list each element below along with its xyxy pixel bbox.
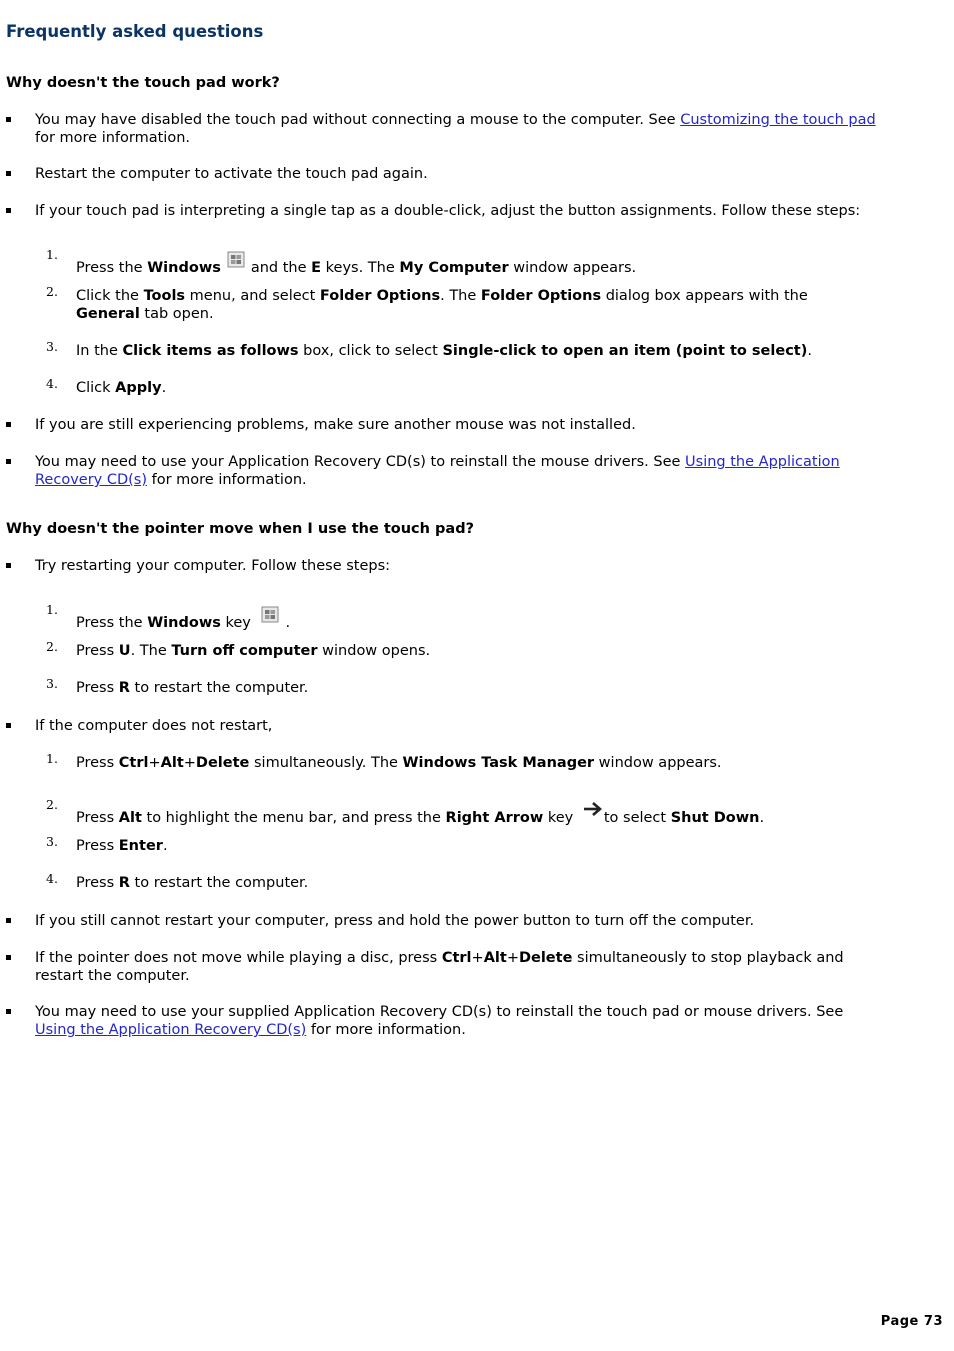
- link-application-recovery[interactable]: Recovery CD(s): [35, 472, 147, 488]
- bullet-text: Restart the computer to activate the touch pad again.: [35, 166, 428, 182]
- bullet-marker: [6, 459, 11, 464]
- step-number: 1.: [46, 247, 58, 262]
- bullet-text: If you still cannot restart your computer, press and hold the power button to turn off the computer.: [35, 913, 755, 929]
- step-text: Press the Windows and the E keys. The My Computer window appears.: [76, 250, 876, 277]
- windows-key-icon: [259, 605, 281, 625]
- link-application-recovery[interactable]: Using the Application Recovery CD(s): [35, 1022, 307, 1038]
- bullet-text: If your touch pad is interpreting a single tap as a double-click, adjust the button assignments. Follow these steps:: [35, 203, 861, 219]
- bullet-marker: [6, 955, 11, 960]
- bullet-marker: [6, 171, 11, 176]
- step-number: 2.: [46, 284, 58, 299]
- step-text: Press R to restart the computer.: [76, 680, 309, 696]
- bullet-text: You may need to use your supplied Application Recovery CD(s) to reinstall the touch pad or mouse drivers. See Using the Application Recovery CD(s) for more information.: [35, 1004, 844, 1038]
- bullet-text: You may need to use your Application Recovery CD(s) to reinstall the mouse drivers. See Using the Application Recovery CD(s) for more information.: [35, 454, 840, 488]
- bullet-marker: [6, 723, 11, 728]
- bullet-text: Try restarting your computer. Follow these steps:: [35, 558, 391, 574]
- bullet-text: If the pointer does not move while playing a disc, press Ctrl+Alt+Delete simultaneously to stop playback and restart the computer.: [35, 950, 844, 984]
- step-text: Press the Windows key .: [76, 605, 876, 632]
- page-number: Page 73: [880, 1314, 943, 1329]
- step-number: 1.: [46, 751, 58, 766]
- right-arrow-icon: [582, 800, 604, 818]
- link-customizing-touch-pad[interactable]: Customizing the touch pad: [680, 112, 876, 128]
- step-number: 1.: [46, 602, 58, 617]
- bullet-text: You may have disabled the touch pad without connecting a mouse to the computer. See Customizing the touch pad for more information.: [35, 112, 876, 146]
- section-heading-touch-pad: Why doesn't the touch pad work?: [6, 75, 280, 91]
- windows-key-icon: [225, 250, 247, 270]
- step-text: Press Ctrl+Alt+Delete simultaneously. The Windows Task Manager window appears.: [76, 755, 722, 771]
- step-text: Press U. The Turn off computer window opens.: [76, 643, 431, 659]
- bullet-marker: [6, 1009, 11, 1014]
- step-text: Press R to restart the computer.: [76, 875, 309, 891]
- step-number: 4.: [46, 871, 58, 886]
- step-number: 4.: [46, 376, 58, 391]
- step-number: 2.: [46, 797, 58, 812]
- step-text: Click the Tools menu, and select Folder Options. The Folder Options dialog box appears with the General tab open.: [76, 288, 808, 322]
- bullet-text: If you are still experiencing problems, make sure another mouse was not installed.: [35, 417, 636, 433]
- bullet-marker: [6, 563, 11, 568]
- link-application-recovery[interactable]: Using the Application: [685, 454, 840, 470]
- bullet-marker: [6, 208, 11, 213]
- bullet-marker: [6, 918, 11, 923]
- bullet-text: If the computer does not restart,: [35, 718, 273, 734]
- page-title: Frequently asked questions: [6, 22, 264, 41]
- bullet-marker: [6, 422, 11, 427]
- step-text: In the Click items as follows box, click to select Single-click to open an item (point to select).: [76, 343, 812, 359]
- section-heading-pointer: Why doesn't the pointer move when I use the touch pad?: [6, 521, 474, 537]
- bullet-marker: [6, 117, 11, 122]
- step-number: 2.: [46, 639, 58, 654]
- step-number: 3.: [46, 834, 58, 849]
- step-text: Press Alt to highlight the menu bar, and press the Right Arrow key to select Shut Down.: [76, 800, 876, 827]
- step-text: Click Apply.: [76, 380, 167, 396]
- step-number: 3.: [46, 339, 58, 354]
- step-text: Press Enter.: [76, 838, 168, 854]
- step-number: 3.: [46, 676, 58, 691]
